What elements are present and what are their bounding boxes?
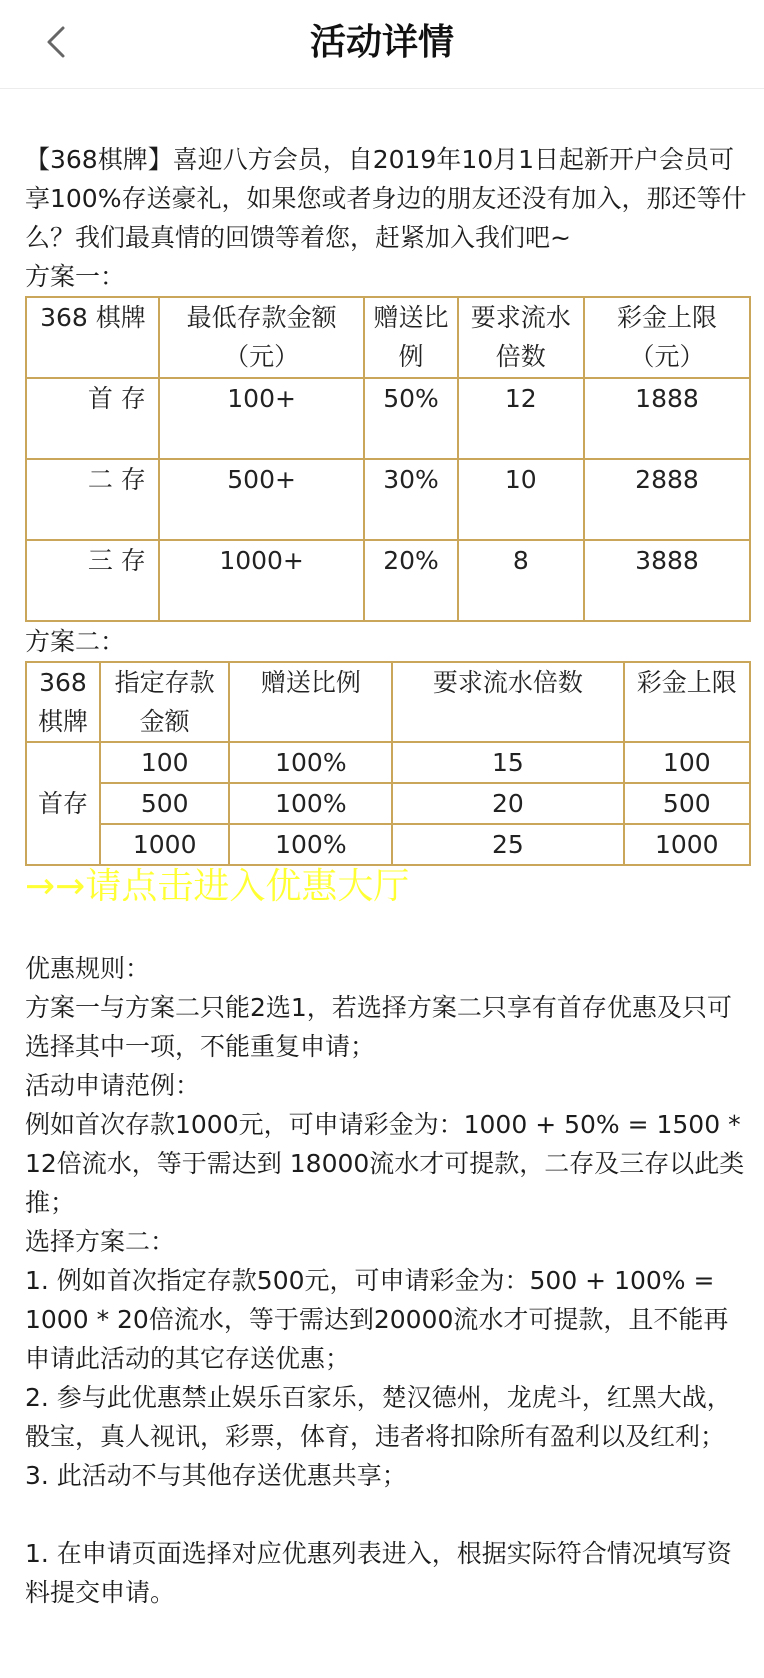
rule-item: 3. 此活动不与其他存送优惠共享；: [25, 1461, 407, 1490]
table-header-cell: 368 棋牌: [26, 662, 100, 742]
table-row: [26, 378, 750, 459]
table-header-cell: 要求流水倍数: [458, 297, 584, 378]
table-row: [26, 783, 750, 824]
top-bar: [0, 0, 764, 89]
table-header-cell: 最低存款金额（元）: [159, 297, 365, 378]
rule-text: 方案一与方案二只能2选1，若选择方案二只享有首存优惠及只可选择其中一项，不能重复申请；: [25, 993, 732, 1061]
rule-item: 1. 例如首次指定存款500元，可申请彩金为：500 + 100% = 1000 * 20倍流水，等于需达到20000流水才可提款，且不能再申请此活动的其它存送优惠；: [25, 1266, 729, 1373]
table-cell: 三 存: [26, 540, 159, 621]
table-row: [26, 540, 750, 621]
table-cell: 15: [392, 742, 623, 783]
table-row: [26, 742, 750, 783]
table-cell: 1000: [624, 824, 750, 865]
table-cell: 100%: [229, 824, 392, 865]
plan2-rules-title: 选择方案二：: [25, 1227, 176, 1256]
rules-title: 优惠规则：: [25, 954, 151, 983]
table-header-cell: 彩金上限: [624, 662, 750, 742]
table-cell: 20: [392, 783, 623, 824]
table-cell: 100: [624, 742, 750, 783]
table-cell: 25: [392, 824, 623, 865]
table-row: [26, 824, 750, 865]
table-cell: 500: [100, 783, 230, 824]
table-cell: 3888: [584, 540, 750, 621]
table-cell: 500: [624, 783, 750, 824]
table-cell: 2888: [584, 459, 750, 540]
table-header-cell: 指定存款金额: [100, 662, 230, 742]
table-cell: 30%: [364, 459, 457, 540]
spacer: [25, 1495, 751, 1534]
table-header-cell: 要求流水倍数: [392, 662, 623, 742]
promo-hall-link[interactable]: →→请点击进入优惠大厅: [25, 866, 410, 907]
table-cell: 12: [458, 378, 584, 459]
spacer: [25, 910, 751, 949]
table-cell: 100: [100, 742, 230, 783]
plan2-table: [25, 661, 751, 866]
table-row: [26, 459, 750, 540]
table-cell: 100+: [159, 378, 365, 459]
table-header-cell: 368 棋牌: [26, 297, 159, 378]
table-cell: 500+: [159, 459, 365, 540]
page-title: 活动详情: [309, 22, 454, 63]
table-cell: 1888: [584, 378, 750, 459]
table-cell: 首 存: [26, 378, 159, 459]
article-content: [25, 140, 751, 1612]
table-cell: 20%: [364, 540, 457, 621]
table-header-row: [26, 297, 750, 378]
table-cell: 1000: [100, 824, 230, 865]
intro-text: 【368棋牌】喜迎八方会员，自2019年10月1日起新开户会员可享100%存送豪礼，如果您或者身边的朋友还没有加入，那还等什么？我们最真情的回馈等着您，赶紧加入我们吧~: [25, 145, 747, 252]
table-cell: 8: [458, 540, 584, 621]
table-group-cell: 首存: [26, 742, 100, 865]
apply-step: 1. 在申请页面选择对应优惠列表进入，根据实际符合情况填写资料提交申请。: [25, 1539, 732, 1607]
table-header-cell: 赠送比例: [364, 297, 457, 378]
example-title: 活动申请范例：: [25, 1071, 201, 1100]
table-header-cell: 彩金上限（元）: [584, 297, 750, 378]
table-cell: 50%: [364, 378, 457, 459]
plan2-label: 方案二：: [25, 627, 126, 656]
table-cell: 10: [458, 459, 584, 540]
table-cell: 100%: [229, 783, 392, 824]
rule-item: 2. 参与此优惠禁止娱乐百家乐，楚汉德州，龙虎斗，红黑大战，骰宝，真人视讯，彩票，体育，违者将扣除所有盈利以及红利；: [25, 1383, 732, 1451]
table-cell: 二 存: [26, 459, 159, 540]
table-header-row: [26, 662, 750, 742]
table-header-cell: 赠送比例: [229, 662, 392, 742]
table-cell: 100%: [229, 742, 392, 783]
plan1-table: [25, 296, 751, 622]
example-text: 例如首次存款1000元，可申请彩金为：1000 + 50% = 1500 * 12倍流水，等于需达到 18000流水才可提款，二存及三存以此类推；: [25, 1110, 745, 1217]
plan1-label: 方案一：: [25, 262, 126, 291]
table-cell: 1000+: [159, 540, 365, 621]
